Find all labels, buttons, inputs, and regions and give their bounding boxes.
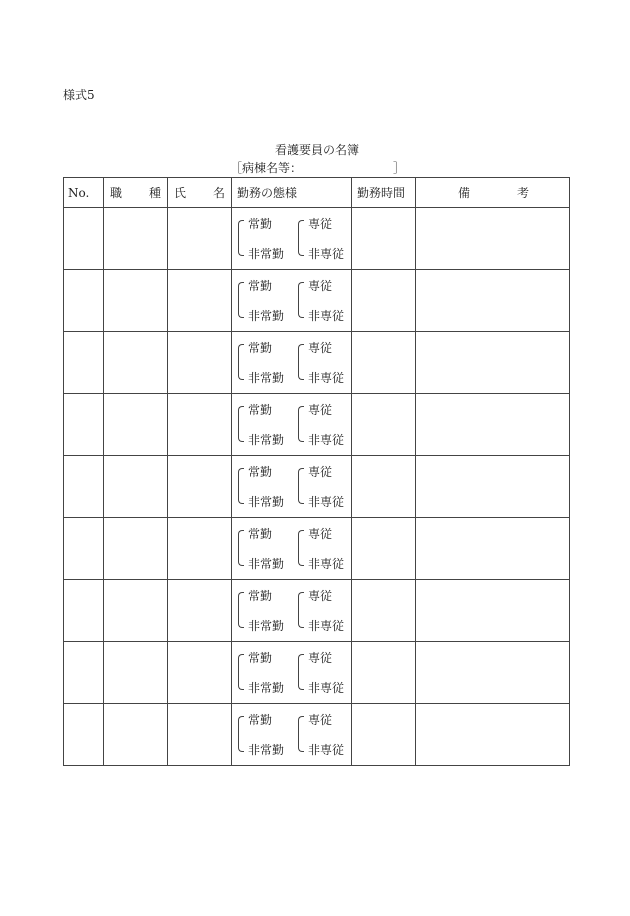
cell-remarks[interactable] <box>416 518 570 580</box>
table-row <box>64 456 570 518</box>
cell-name[interactable] <box>168 704 232 766</box>
cell-job-type[interactable] <box>104 642 168 704</box>
option-full-time[interactable]: 常勤 <box>248 403 273 417</box>
cell-no[interactable] <box>64 642 104 704</box>
cell-hours[interactable] <box>352 704 416 766</box>
option-dedicated[interactable]: 専従 <box>308 589 333 603</box>
bracket-icon <box>298 220 304 256</box>
bracket-icon <box>238 406 244 442</box>
cell-work-style[interactable] <box>232 580 352 642</box>
bracket-icon <box>298 406 304 442</box>
option-non-dedicated[interactable]: 非専従 <box>308 619 345 633</box>
cell-no[interactable] <box>64 518 104 580</box>
staff-roster-table <box>63 177 570 766</box>
option-dedicated[interactable]: 専従 <box>308 341 333 355</box>
cell-job-type[interactable] <box>104 394 168 456</box>
option-part-time[interactable]: 非常勤 <box>248 371 285 385</box>
bracket-icon <box>298 716 304 752</box>
table-row <box>64 518 570 580</box>
option-full-time[interactable]: 常勤 <box>248 527 273 541</box>
option-dedicated[interactable]: 専従 <box>308 403 333 417</box>
option-part-time[interactable]: 非常勤 <box>248 619 285 633</box>
option-dedicated[interactable]: 専従 <box>308 217 333 231</box>
cell-job-type[interactable] <box>104 704 168 766</box>
bracket-icon <box>238 654 244 690</box>
cell-job-type[interactable] <box>104 456 168 518</box>
option-part-time[interactable]: 非常勤 <box>248 557 285 571</box>
cell-name[interactable] <box>168 270 232 332</box>
option-dedicated[interactable]: 専従 <box>308 713 333 727</box>
header-no: No. <box>64 178 104 208</box>
option-part-time[interactable]: 非常勤 <box>248 247 285 261</box>
option-non-dedicated[interactable]: 非専従 <box>308 371 345 385</box>
cell-job-type[interactable] <box>104 580 168 642</box>
option-part-time[interactable]: 非常勤 <box>248 433 285 447</box>
option-full-time[interactable]: 常勤 <box>248 217 273 231</box>
header-work-style: 勤務の態様 <box>232 178 352 208</box>
cell-remarks[interactable] <box>416 270 570 332</box>
cell-name[interactable] <box>168 208 232 270</box>
cell-hours[interactable] <box>352 456 416 518</box>
cell-work-style[interactable] <box>232 332 352 394</box>
bracket-icon <box>238 592 244 628</box>
bracket-icon <box>298 344 304 380</box>
cell-hours[interactable] <box>352 394 416 456</box>
cell-no[interactable] <box>64 270 104 332</box>
cell-job-type[interactable] <box>104 332 168 394</box>
cell-work-style[interactable] <box>232 642 352 704</box>
cell-hours[interactable] <box>352 270 416 332</box>
cell-work-style[interactable] <box>232 394 352 456</box>
option-non-dedicated[interactable]: 非専従 <box>308 743 345 757</box>
cell-remarks[interactable] <box>416 332 570 394</box>
cell-name[interactable] <box>168 518 232 580</box>
cell-no[interactable] <box>64 580 104 642</box>
table-row <box>64 394 570 456</box>
option-non-dedicated[interactable]: 非専従 <box>308 247 345 261</box>
cell-work-style[interactable] <box>232 270 352 332</box>
option-dedicated[interactable]: 専従 <box>308 527 333 541</box>
document-title: 看護要員の名簿 <box>275 143 360 157</box>
option-non-dedicated[interactable]: 非専従 <box>308 557 345 571</box>
option-dedicated[interactable]: 専従 <box>308 651 333 665</box>
option-full-time[interactable]: 常勤 <box>248 713 273 727</box>
cell-remarks[interactable] <box>416 580 570 642</box>
option-full-time[interactable]: 常勤 <box>248 341 273 355</box>
cell-no[interactable] <box>64 208 104 270</box>
ward-close-bracket: ］ <box>393 161 406 175</box>
option-dedicated[interactable]: 専従 <box>308 279 333 293</box>
bracket-icon <box>298 282 304 318</box>
option-part-time[interactable]: 非常勤 <box>248 743 285 757</box>
option-full-time[interactable]: 常勤 <box>248 589 273 603</box>
ward-label: ［病棟名等： <box>230 161 303 175</box>
cell-name[interactable] <box>168 456 232 518</box>
table-row <box>64 580 570 642</box>
form-number: 様式5 <box>63 88 95 102</box>
cell-remarks[interactable] <box>416 208 570 270</box>
header-remarks: 備 考 <box>416 178 570 208</box>
cell-remarks[interactable] <box>416 704 570 766</box>
cell-job-type[interactable] <box>104 208 168 270</box>
cell-job-type[interactable] <box>104 270 168 332</box>
option-non-dedicated[interactable]: 非専従 <box>308 309 345 323</box>
cell-hours[interactable] <box>352 208 416 270</box>
bracket-icon <box>238 468 244 504</box>
table-row <box>64 208 570 270</box>
cell-no[interactable] <box>64 456 104 518</box>
bracket-icon <box>298 654 304 690</box>
header-job-type: 職 種 <box>104 178 168 208</box>
bracket-icon <box>238 282 244 318</box>
bracket-icon <box>238 530 244 566</box>
cell-hours[interactable] <box>352 518 416 580</box>
cell-name[interactable] <box>168 394 232 456</box>
option-part-time[interactable]: 非常勤 <box>248 681 285 695</box>
cell-name[interactable] <box>168 642 232 704</box>
bracket-icon <box>298 592 304 628</box>
table-row <box>64 704 570 766</box>
bracket-icon <box>238 220 244 256</box>
table-row <box>64 642 570 704</box>
option-dedicated[interactable]: 専従 <box>308 465 333 479</box>
bracket-icon <box>238 716 244 752</box>
cell-work-style[interactable] <box>232 704 352 766</box>
cell-remarks[interactable] <box>416 394 570 456</box>
option-full-time[interactable]: 常勤 <box>248 651 273 665</box>
header-name: 氏 名 <box>168 178 232 208</box>
cell-remarks[interactable] <box>416 456 570 518</box>
bracket-icon <box>298 530 304 566</box>
cell-no[interactable] <box>64 394 104 456</box>
cell-hours[interactable] <box>352 580 416 642</box>
option-part-time[interactable]: 非常勤 <box>248 309 285 323</box>
cell-work-style[interactable] <box>232 456 352 518</box>
option-non-dedicated[interactable]: 非専従 <box>308 681 345 695</box>
cell-name[interactable] <box>168 332 232 394</box>
cell-job-type[interactable] <box>104 518 168 580</box>
header-hours: 勤務時間 <box>352 178 416 208</box>
bracket-icon <box>238 344 244 380</box>
option-part-time[interactable]: 非常勤 <box>248 495 285 509</box>
cell-hours[interactable] <box>352 332 416 394</box>
option-non-dedicated[interactable]: 非専従 <box>308 495 345 509</box>
table-row <box>64 270 570 332</box>
cell-work-style[interactable] <box>232 518 352 580</box>
option-non-dedicated[interactable]: 非専従 <box>308 433 345 447</box>
cell-remarks[interactable] <box>416 642 570 704</box>
cell-no[interactable] <box>64 332 104 394</box>
cell-no[interactable] <box>64 704 104 766</box>
cell-name[interactable] <box>168 580 232 642</box>
cell-work-style[interactable] <box>232 208 352 270</box>
option-full-time[interactable]: 常勤 <box>248 465 273 479</box>
header-row <box>64 178 570 208</box>
cell-hours[interactable] <box>352 642 416 704</box>
bracket-icon <box>298 468 304 504</box>
option-full-time[interactable]: 常勤 <box>248 279 273 293</box>
table-row <box>64 332 570 394</box>
